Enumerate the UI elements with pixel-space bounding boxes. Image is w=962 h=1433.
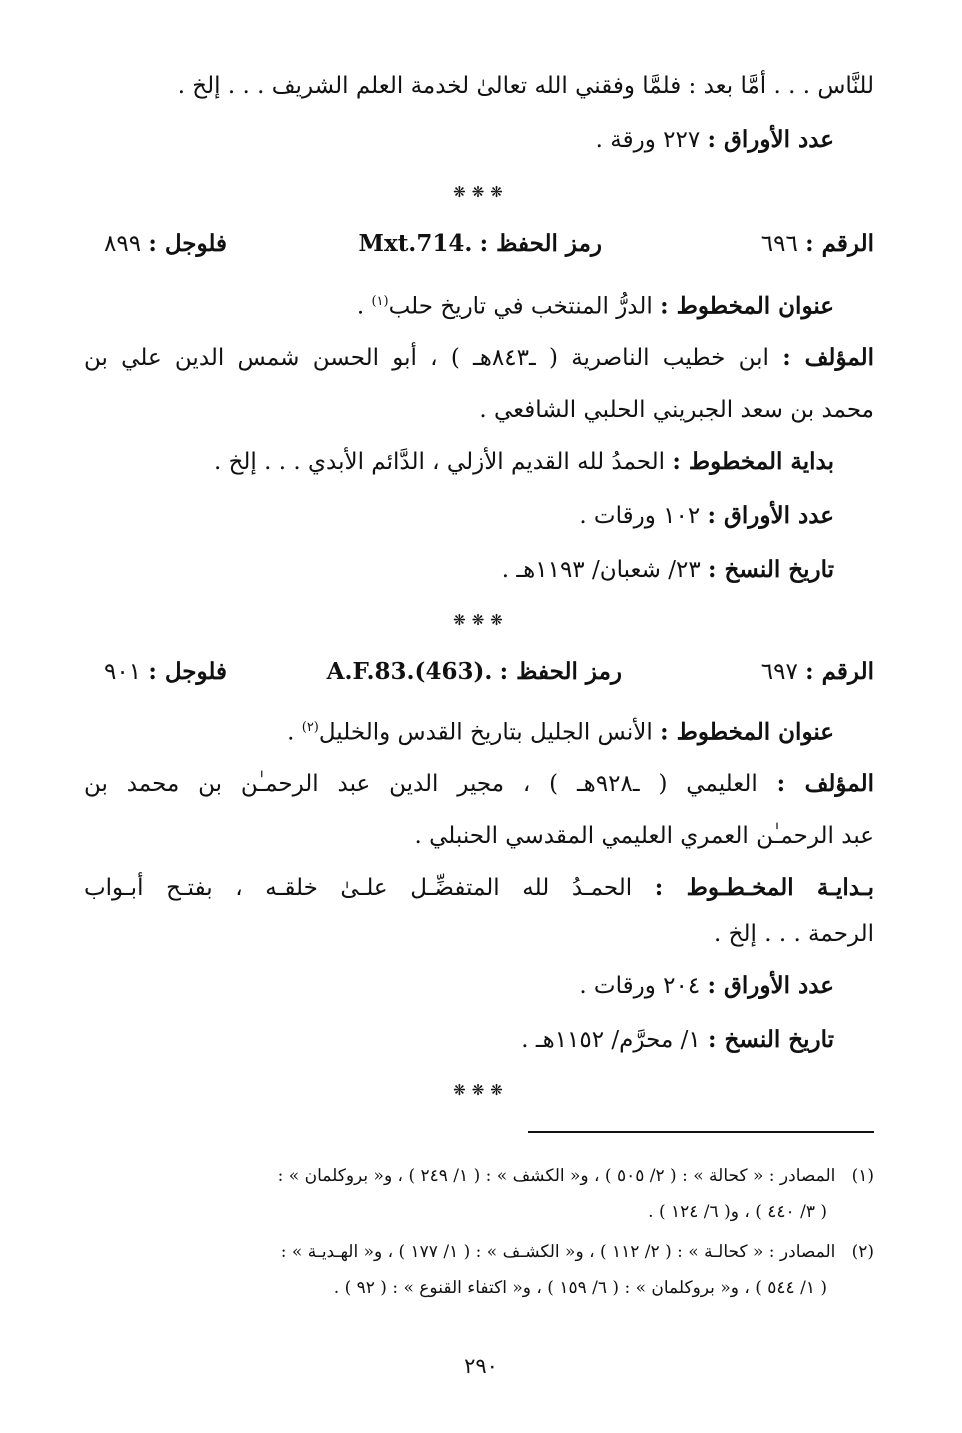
footnote-ref-1: (١) [371,294,389,309]
entry1-leaves: عدد الأوراق : ١٠٢ ورقات . [579,502,834,529]
footnote-ref-2: (٢) [301,720,319,735]
entry1-flugel: فلوجل : ٨٩٩ [104,230,227,257]
leaves-value: ٢٢٧ ورقة . [595,127,701,153]
footnote-2-line2: ( ١/ ٥٤٤ ) ، و« بروكلمان » : ( ٦/ ١٥٩ ) ، و« اكتفاء القنوع » : ( ٩٢ ) . [333,1278,827,1298]
entry2-copy-date: تاريخ النسخ : ١/ محرَّم/ ١١٥٢هـ . [521,1026,834,1053]
entry2-incipit-line2: الرحمة . . . إلخ . [714,921,874,947]
entry2-number: الرقم : ٦٩٧ [760,658,874,685]
prev-leaves-row [596,122,834,158]
entry2-author-line1: المؤلف : العليمي ( ـ٩٢٨هـ ) ، مجير الدين عبد الرحمـٰن بن محمد بن [84,770,874,797]
entry2-leaves: عدد الأوراق : ٢٠٤ ورقات . [579,972,834,999]
entry1-author-line2: محمد بن سعد الجبريني الحلبي الشافعي . [479,397,874,423]
section-separator: ❋❋❋ [453,1081,509,1099]
entry2-flugel: فلوجل : ٩٠١ [104,658,227,685]
entry1-title: عنوان المخطوط : الدرُّ المنتخب في تاريخ حلب$^{(١)}$ . [356,292,834,320]
entry1-copy-date: تاريخ النسخ : ٢٣/ شعبان/ ١١٩٣هـ . [501,556,834,583]
prev-intro-line: للنَّاس . . . أمَّا بعد : فلمَّا وفقني الله تعالىٰ لخدمة العلم الشريف . . . إلخ . [177,73,874,99]
section-separator: ❋❋❋ [453,183,509,201]
footnote-rule [528,1131,874,1133]
footnote-1-line1: (١) المصادر : « كحالة » : ( ٢/ ٥٠٥ ) ، و« الكشف » : ( ١/ ٢٤٩ ) ، و« بروكلمان » : [277,1166,874,1186]
entry2-title: عنوان المخطوط : الأنس الجليل بتاريخ القدس والخليل$^{(٢)}$ . [287,718,834,746]
entry2-author-line2: عبد الرحمـٰن العمري العليمي المقدسي الحنبلي . [414,823,874,849]
footnote-1-line2: ( ٣/ ٤٤٠ ) ، و( ٦/ ١٢٤ ) . [648,1202,827,1222]
footnote-number: (١) [851,1166,874,1186]
entry2-shelfmark: رمز الحفظ : A.F.83.(463). [326,658,622,685]
entry1-author-line1: المؤلف : ابن خطيب الناصرية ( ـ٨٤٣هـ ) ، أبو الحسن شمس الدين علي بن [84,344,875,371]
section-separator: ❋❋❋ [453,611,509,629]
footnote-number: (٢) [851,1242,874,1262]
entry1-shelfmark: رمز الحفظ : Mxt.714. [358,230,602,257]
entry1-number: الرقم : ٦٩٦ [760,230,874,257]
entry2-incipit-line1: بـدايـة المخـطـوط : الحمـدُ لله المتفضِّـل علـىٰ خلقـه ، بفتـح أبـواب [84,874,875,901]
footnote-2-line1: (٢) المصادر : « كحالـة » : ( ٢/ ١١٢ ) ، و« الكشـف » : ( ١/ ١٧٧ ) ، و« الهـديـة » : [280,1242,874,1262]
entry1-incipit: بداية المخطوط : الحمدُ لله القديم الأزلي ، الدَّائم الأبدي . . . إلخ . [213,448,834,475]
leaves-label: عدد الأوراق : [707,126,834,153]
page-number: ٢٩٠ [464,1354,498,1378]
